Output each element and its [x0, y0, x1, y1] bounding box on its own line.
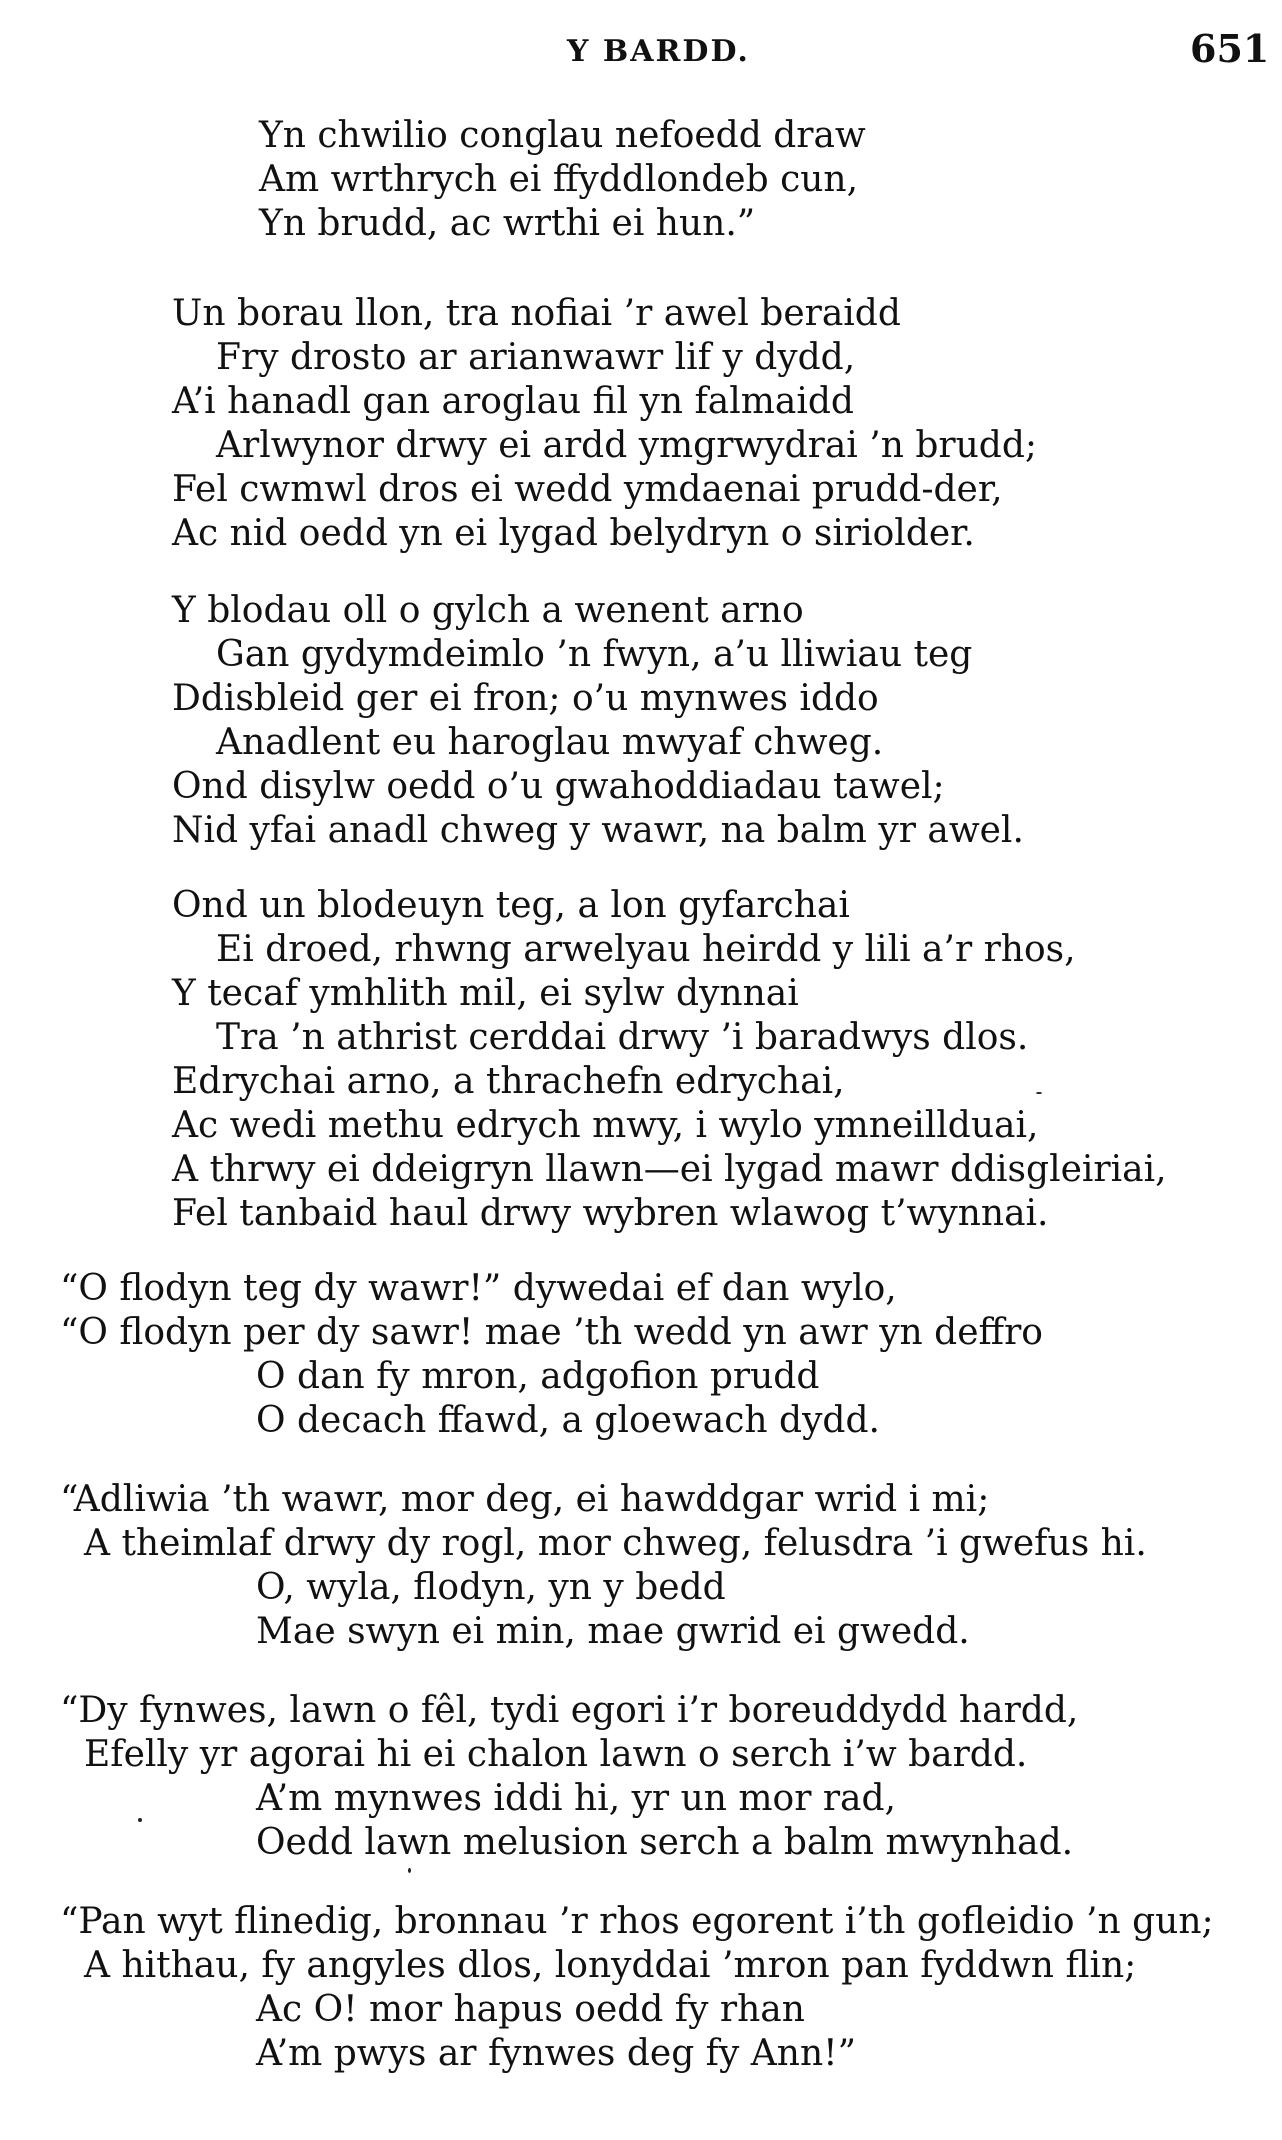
verse-line: Ddisbleid ger ei fron; o’u mynwes iddo	[172, 678, 879, 719]
verse-line: “Pan wyt flinedig, bronnau ’r rhos egorent i’th gofleidio ’n gun;	[60, 1901, 1214, 1942]
verse-line: “O flodyn per dy sawr! mae ’th wedd yn awr yn deffro	[60, 1312, 1043, 1353]
verse-line: A theimlaf drwy dy rogl, mor chweg, felusdra ’i gwefus hi.	[84, 1523, 1147, 1564]
verse-line: Fry drosto ar arianwawr lif y dydd,	[216, 337, 856, 378]
verse-line: Un borau llon, tra nofiai ’r awel beraidd	[172, 293, 901, 334]
verse-line: Oedd lawn melusion serch a balm mwynhad.	[256, 1822, 1074, 1863]
verse-line: Mae swyn ei min, mae gwrid ei gwedd.	[256, 1611, 970, 1652]
running-head: Y BARDD.	[567, 34, 750, 69]
verse-line: Fel cwmwl dros ei wedd ymdaenai prudd-der,	[172, 469, 1003, 510]
print-speck	[138, 1818, 142, 1822]
verse-line: Edrychai arno, a thrachefn edrychai,	[172, 1061, 845, 1102]
verse-line: Ei droed, rhwng arwelyau heirdd y lili a’r rhos,	[216, 929, 1076, 970]
verse-line: Gan gydymdeimlo ’n fwyn, a’u lliwiau teg	[216, 634, 973, 675]
print-speck	[408, 1868, 411, 1873]
verse-line: A’m mynwes iddi hi, yr un mor rad,	[256, 1778, 897, 1819]
verse-line: Y blodau oll o gylch a wenent arno	[172, 590, 804, 631]
verse-line: A’m pwys ar fynwes deg fy Ann!”	[256, 2033, 857, 2074]
verse-line: Ac nid oedd yn ei lygad belydryn o siriolder.	[172, 513, 975, 554]
verse-line: Arlwynor drwy ei ardd ymgrwydrai ’n brudd;	[216, 425, 1037, 466]
verse-line: A thrwy ei ddeigryn llawn—ei lygad mawr ddisgleiriai,	[172, 1149, 1167, 1190]
verse-line: O, wyla, flodyn, yn y bedd	[256, 1567, 726, 1608]
page-number: 651	[1190, 26, 1270, 71]
verse-line: Anadlent eu haroglau mwyaf chweg.	[216, 722, 884, 763]
verse-line: O dan fy mron, adgofion prudd	[256, 1356, 820, 1397]
verse-line: Nid yfai anadl chweg y wawr, na balm yr awel.	[172, 810, 1024, 851]
verse-line: Ond un blodeuyn teg, a lon gyfarchai	[172, 885, 850, 926]
verse-line: Yn chwilio conglau nefoedd draw	[259, 115, 866, 156]
verse-line: Ac O! mor hapus oedd fy rhan	[256, 1989, 805, 2030]
verse-line: Ac wedi methu edrych mwy, i wylo ymneillduai,	[172, 1105, 1039, 1146]
verse-line: A’i hanadl gan aroglau fil yn falmaidd	[172, 381, 854, 422]
verse-line: Efelly yr agorai hi ei chalon lawn o serch i’w bardd.	[84, 1734, 1028, 1775]
verse-line: A hithau, fy angyles dlos, lonyddai ’mron pan fyddwn flin;	[84, 1945, 1137, 1986]
verse-line: Ond disylw oedd o’u gwahoddiadau tawel;	[172, 766, 945, 807]
verse-line: Tra ’n athrist cerddai drwy ’i baradwys dlos.	[216, 1017, 1029, 1058]
verse-line: Am wrthrych ei ffyddlondeb cun,	[259, 159, 859, 200]
verse-line: Fel tanbaid haul drwy wybren wlawog t’wynnai.	[172, 1193, 1049, 1234]
verse-line: “Adliwia ’th wawr, mor deg, ei hawddgar wrid i mi;	[60, 1479, 990, 1520]
print-speck	[1036, 1092, 1042, 1094]
verse-line: O decach ffawd, a gloewach dydd.	[256, 1400, 880, 1441]
verse-line: Yn brudd, ac wrthi ei hun.”	[259, 203, 756, 244]
verse-line: “Dy fynwes, lawn o fêl, tydi egori i’r boreuddydd hardd,	[60, 1690, 1079, 1731]
verse-line: “O flodyn teg dy wawr!” dywedai ef dan wylo,	[60, 1268, 897, 1309]
verse-line: Y tecaf ymhlith mil, ei sylw dynnai	[172, 973, 799, 1014]
